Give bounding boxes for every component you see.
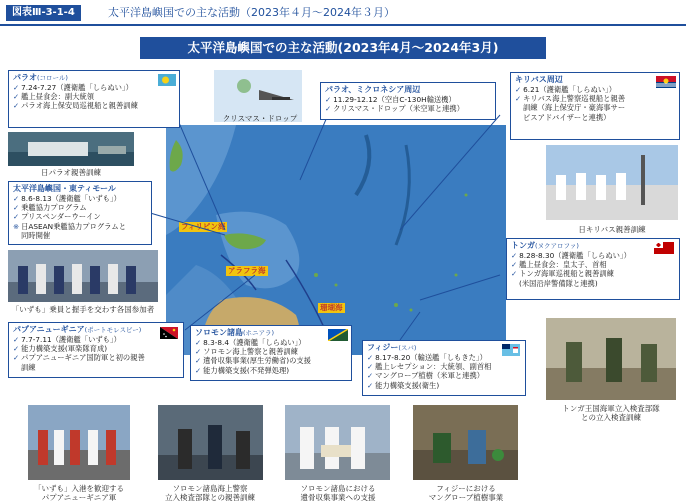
fiji-item: ✓ 能力構築支援(衛生) <box>367 381 521 390</box>
caption-tonga-line2: との立入検査訓練 <box>581 413 641 422</box>
figure-header <box>0 0 686 26</box>
png-item: ✓ パプアニューギニア国防軍と初の親善 <box>13 353 179 362</box>
caption-christmas-drop: クリスマス・ドロップ <box>222 114 298 123</box>
box-kiribati <box>510 72 680 140</box>
caption-kiribati-training: 日キリバス親善訓練 <box>578 225 646 234</box>
tonga-item: ✓ トンガ海軍巡視船と親善訓練 <box>511 269 675 278</box>
palau-item: ✓ パラオ海上保安局巡視船と親善訓練 <box>13 101 175 110</box>
tonga-item: ✓ 艦上昼食会：皇太子、首相 <box>511 260 675 269</box>
kiribati-item: ✓ 6.21（護衛艦「しらぬい」） <box>515 85 675 94</box>
box-solomon-title: ソロモン諸島(ホニアラ) <box>195 328 275 337</box>
pacific-timor-item: ✓ 乗艦協力プログラム <box>13 203 147 212</box>
caption-izumo-png-line1: 「いずも」入港を歓迎する <box>34 484 124 493</box>
caption-izumo-png-line2: パプアニューギニア軍 <box>41 493 117 502</box>
flag-solomon <box>328 329 348 341</box>
caption-fiji-line1: フィジーにおける <box>436 484 496 493</box>
pacific-timor-item: ✓ プリスペンダーウーイン <box>13 212 147 221</box>
photo-fiji-mangrove <box>413 405 518 480</box>
box-pacific-timor-title: 太平洋島嶼国・東ティモール <box>13 184 116 193</box>
pacific-timor-item: ✓ 8.6-8.13（護衛艦「いずも」） <box>13 194 147 203</box>
box-pacific-timor <box>8 181 152 245</box>
box-palau <box>8 70 180 128</box>
figure-number: 図表Ⅲ-3-1-4 <box>6 5 81 21</box>
figure-title: 太平洋島嶼国での主な活動（2023年４月～2024年３月） <box>108 6 395 19</box>
box-png <box>8 322 184 378</box>
caption-solomon-training-line2: 立入検査部隊との親善訓練 <box>165 493 255 502</box>
box-palau-micronesia-title: パラオ、ミクロネシア周辺 <box>325 85 421 94</box>
photo-solomon-remains <box>285 405 390 480</box>
caption-palau-training: 日パラオ親善訓練 <box>41 168 101 177</box>
label-arafura-sea: アラフラ海 <box>228 266 266 275</box>
palau-micronesia-item: ✓ 11.29-12.12（空自C-130H輸送機） <box>325 95 491 104</box>
box-tonga-title: トンガ(ヌクアロファ) <box>511 241 579 250</box>
kiribati-item-continued: 訓練（海上保安庁・豪海事サー <box>523 103 626 113</box>
flag-tonga <box>654 242 674 254</box>
kiribati-item: ✓ キリバス海上警察巡視船と親善 <box>515 94 675 103</box>
palau-micronesia-item: ✓ クリスマス・ドロップ（米空軍と連携） <box>325 104 491 113</box>
solomon-item: ✓ 能力構築支援(不発弾処理) <box>195 366 347 375</box>
caption-solomon-training-line1: ソロモン諸島海上警察 <box>172 484 248 493</box>
palau-item: ✓ 7.24-7.27（護衛艦「しらぬい」） <box>13 83 175 92</box>
caption-solomon-remains-line2: 遺骨収集事業への支援 <box>300 493 376 502</box>
png-item-continued: 訓練 <box>21 362 36 372</box>
solomon-item: ✓ 8.3-8.4（護衛艦「しらぬい」） <box>195 338 347 347</box>
pacific-map <box>166 125 506 355</box>
main-banner: 太平洋島嶼国での主な活動(2023年4月～2024年3月) <box>140 37 546 59</box>
label-philippine-sea: フィリピン海 <box>181 222 226 231</box>
tonga-item: ✓ 8.28-8.30（護衛艦「しらぬい」） <box>511 251 675 260</box>
photo-palau-training <box>8 132 134 166</box>
photo-kiribati-training <box>546 145 678 220</box>
palau-item: ✓ 艦上昼食会：副大統領 <box>13 92 175 101</box>
box-palau-micronesia <box>320 82 496 120</box>
solomon-item: ✓ ソロモン海上警察と親善訓練 <box>195 347 347 356</box>
photo-solomon-training <box>158 405 263 480</box>
box-fiji-title: フィジー(スバ) <box>367 343 417 352</box>
photo-tonga-inspection <box>546 318 676 400</box>
kiribati-item-continued: ビスアドバイザーと連携） <box>523 112 611 122</box>
label-coral-sea: 珊瑚海 <box>320 303 343 312</box>
box-png-title: パプアニューギニア(ポートモレスビー) <box>13 325 142 334</box>
caption-fiji-line2: マングローブ植樹事業 <box>428 493 504 502</box>
flag-kiribati <box>656 76 676 88</box>
caption-tonga-line1: トンガ王国海軍立入検査部隊 <box>562 404 660 413</box>
fiji-item: ✓ マングローブ植樹（米軍と連携） <box>367 371 521 380</box>
tonga-item-continued: (米国沿岸警備隊と連携) <box>519 278 598 288</box>
flag-png <box>160 327 178 339</box>
fiji-item: ✓ 艦上レセプション：大統領、副首相 <box>367 362 521 371</box>
photo-izumo-handshake <box>8 250 158 302</box>
solomon-item: ✓ 遺骨収集事業(厚生労働省)の支援 <box>195 356 347 365</box>
caption-solomon-remains-line1: ソロモン諸島における <box>300 484 376 493</box>
caption-izumo-handshake: 「いずも」乗員と握手を交わす各国参加者 <box>11 305 155 314</box>
box-kiribati-title: キリバス周辺 <box>515 75 563 84</box>
flag-palau <box>158 74 176 86</box>
flag-fiji <box>502 344 520 356</box>
pacific-timor-note-continued: 同時開催 <box>21 230 51 240</box>
png-item: ✓ 7.7-7.11（護衛艦「いずも」） <box>13 335 179 344</box>
photo-izumo-png <box>28 405 130 480</box>
png-item: ✓ 能力構築支援(軍楽隊育成) <box>13 344 179 353</box>
pacific-timor-note: ※ 日ASEAN乗艦協力プログラムと <box>13 222 147 231</box>
fiji-item: ✓ 8.17-8.20（輸送艦「しもきた」） <box>367 353 521 362</box>
box-palau-title: パラオ(コロール) <box>13 73 68 82</box>
